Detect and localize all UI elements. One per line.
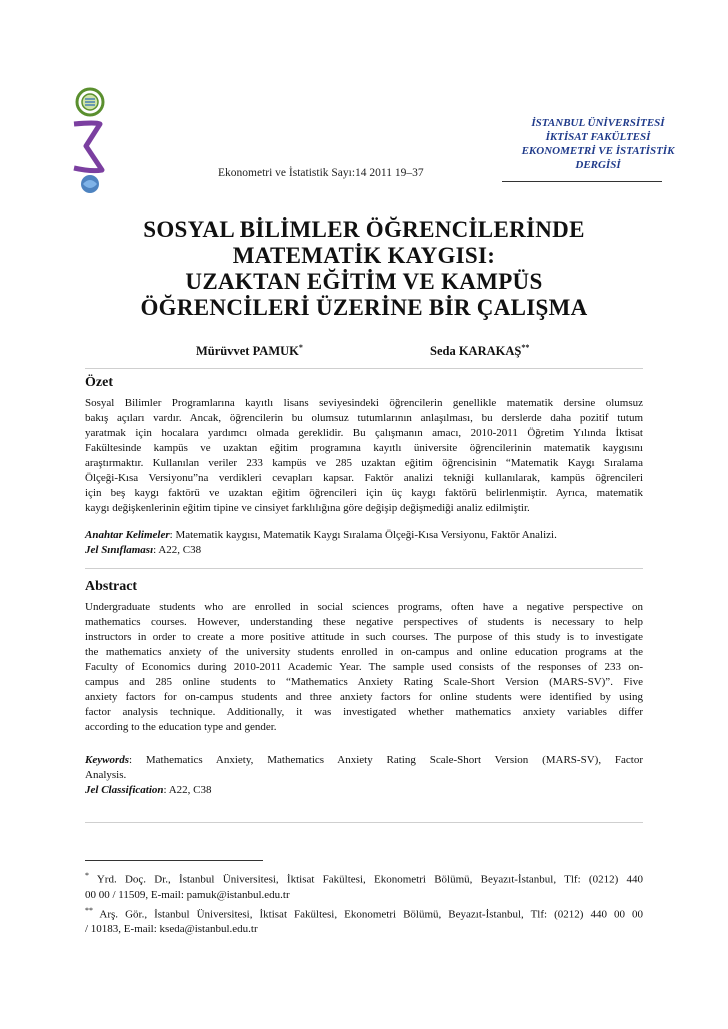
text-line: kaygı değişkenlerinin eğitim tipine ve cinsiyet farklılığına göre değişip değişmediği analiz edilmiştir. bbox=[85, 502, 530, 514]
jel-label: Jel Classification bbox=[85, 784, 164, 796]
keywords-value: : Mathematics Anxiety, Mathematics Anxiety Rating Scale-Short Version (MARS-SV), Factor bbox=[129, 754, 643, 766]
publisher-line: İKTİSAT FAKÜLTESİ bbox=[545, 131, 651, 143]
footnote-mark[interactable]: ** bbox=[521, 343, 530, 352]
section-divider bbox=[85, 568, 643, 569]
author-name: Mürüvvet PAMUK* bbox=[196, 343, 303, 359]
text-line: Fakültesinde kampüs ve uzaktan eğitim programına kayıtlı üniversite öğrencilerinin matematik kaygısını bbox=[85, 442, 643, 454]
text-line: araştırmaktır. Kullanılan veriler 233 kampüs ve 285 uzaktan eğitim öğrencisinin “Matematik Kaygı Sıralama bbox=[85, 457, 643, 469]
abstract-text bbox=[85, 600, 643, 735]
text-line: Sosyal Bilimler Programlarına kayıtlı lisans seviyesindeki öğrencilerin genellikle matematik dersine olumsuz bbox=[85, 397, 643, 409]
title-line: ÖĞRENCİLERİ ÜZERİNE BİR ÇALIŞMA bbox=[140, 295, 588, 320]
title-line: UZAKTAN EĞİTİM VE KAMPÜS bbox=[185, 269, 543, 294]
text-line: according to the education type and gender. bbox=[85, 721, 277, 733]
jel-line bbox=[85, 543, 643, 558]
title-line: SOSYAL BİLİMLER ÖĞRENCİLERİNDE bbox=[143, 217, 585, 242]
footnotes bbox=[85, 868, 643, 937]
jel-value: : A22, C38 bbox=[153, 544, 202, 556]
footnote-divider bbox=[85, 860, 263, 861]
ozet-keywords bbox=[85, 528, 643, 558]
abstract-heading: Abstract bbox=[85, 579, 138, 594]
text-line: mathematics courses. However, understanding these negative perspectives of students is necessary to help bbox=[85, 616, 643, 628]
ozet-text bbox=[85, 396, 643, 516]
footnote-line: 00 00 / 11509, E-mail: pamuk@istanbul.edu.tr bbox=[85, 888, 290, 901]
publisher-line: DERGİSİ bbox=[575, 159, 621, 171]
section-divider bbox=[85, 822, 643, 823]
title-line: MATEMATİK KAYGISI: bbox=[232, 243, 496, 268]
text-line: campus and 285 online students to “Mathematics Anxiety Rating Scale-Short Version (MARS-SV)”. Five bbox=[85, 676, 643, 688]
jel-label: Jel Sınıflaması bbox=[85, 544, 154, 556]
text-line: bakış açıları vardır. Ancak, öğrencilerin bu olumsuz tutumlarının anlaşılması, bu derslerde daha pozitif tutum bbox=[85, 412, 643, 424]
footnote-mark: ** bbox=[85, 905, 93, 915]
text-line: Faculty of Economics during 2010-2011 Academic Year. The sample used consists of the responses of 233 on- bbox=[85, 661, 643, 673]
text-line: anxiety factors for on-campus students and three anxiety factors for online students were identified by using bbox=[85, 691, 643, 703]
ozet-heading: Özet bbox=[85, 375, 113, 390]
journal-reference: Ekonometri ve İstatistik Sayı:14 2011 19–37 bbox=[218, 167, 424, 179]
publisher-name bbox=[498, 116, 698, 172]
footnote-line: / 10183, E-mail: kseda@istanbul.edu.tr bbox=[85, 923, 258, 936]
keywords-line bbox=[85, 753, 643, 768]
text-line: instructors in order to create a more positive attitude in such courses. The purpose of this study is to investigate bbox=[85, 631, 643, 643]
istanbul-university-emblem-icon bbox=[66, 86, 114, 196]
header-divider bbox=[502, 181, 662, 182]
keywords-line: Analysis. bbox=[85, 769, 127, 781]
footnote-mark[interactable]: * bbox=[298, 343, 303, 352]
keywords-label: Anahtar Kelimeler bbox=[85, 529, 170, 541]
text-line: factor analysis technique. Additionally, it was investigated whether mathematics anxiety variables differ bbox=[85, 706, 643, 718]
publisher-line: İSTANBUL ÜNİVERSİTESİ bbox=[531, 117, 665, 129]
text-line: için beş kaygı faktörü ve uzaktan eğitim öğrencileri için üç kaygı faktörü belirlenmiştir. Ayrıca, matematik bbox=[85, 487, 643, 499]
footnote-line: * Yrd. Doç. Dr., İstanbul Üniversitesi, İktisat Fakültesi, Ekonometri Bölümü, Beyazıt-İstanbul, Tlf: (0212) 440 bbox=[85, 871, 643, 886]
section-divider bbox=[85, 368, 643, 369]
paper-title bbox=[100, 217, 628, 321]
keywords-label: Keywords bbox=[85, 754, 129, 766]
author-name: Seda KARAKAŞ** bbox=[430, 343, 530, 359]
jel-value: : A22, C38 bbox=[163, 784, 212, 796]
text-line: the mathematics anxiety of the university students enrolled in on-campus and online education programs at the bbox=[85, 646, 643, 658]
text-line: Ölçeği-Kısa Versiyonu”na verdikleri cevapları kapsar. Faktör analizi tekniği kullanılarak, kampüs öğrencileri bbox=[85, 472, 643, 484]
text-line: yaratmak için hocalara yardımcı olmada gereklidir. Bu çalışmanın amacı, 2010-2011 Öğretim Yılında İktisat bbox=[85, 427, 643, 439]
footnote-mark: * bbox=[85, 871, 89, 880]
jel-line bbox=[85, 783, 643, 798]
footnote-line: ** Arş. Gör., İstanbul Üniversitesi, İktisat Fakültesi, Ekonometri Bölümü, Beyazıt-İstanbul, Tlf: (0212) 440 00 00 bbox=[85, 905, 643, 921]
keywords-value: : Matematik kaygısı, Matematik Kaygı Sıralama Ölçeği-Kısa Versiyonu, Faktör Analizi. bbox=[169, 529, 557, 541]
keywords-line bbox=[85, 528, 643, 543]
abstract-keywords bbox=[85, 753, 643, 798]
text-line: Undergraduate students who are enrolled in social sciences programs, often have a negative perspective on bbox=[85, 601, 643, 613]
publisher-line: EKONOMETRİ VE İSTATİSTİK bbox=[521, 145, 675, 157]
